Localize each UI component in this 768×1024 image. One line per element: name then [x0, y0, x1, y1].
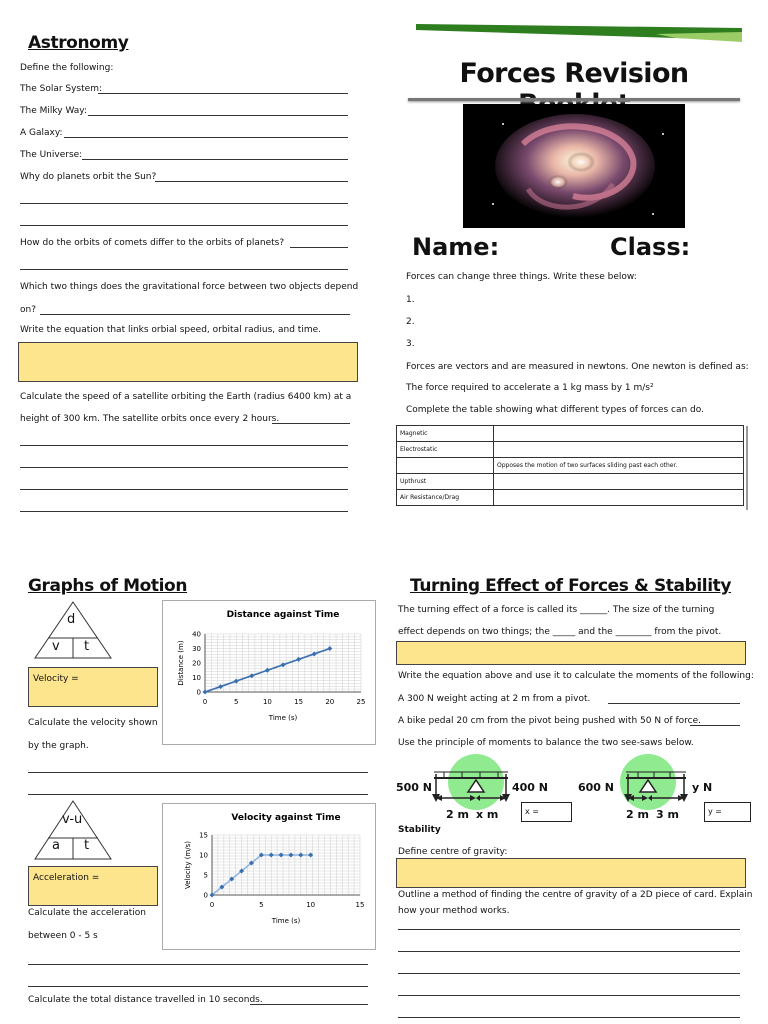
newton-definition: The force required to accelerate a 1 kg mass by 1 m/s² — [406, 383, 654, 393]
force-effect-cell[interactable] — [494, 426, 744, 442]
table-shadow — [746, 426, 748, 510]
vectors-text: Forces are vectors and are measured in newtons. One newton is defined as: — [406, 362, 749, 372]
solar-system-label: The Solar System: — [20, 84, 102, 94]
see-saw-2-right-force: y N — [692, 781, 713, 794]
class-label: Class: — [610, 233, 691, 261]
table-row — [397, 458, 744, 474]
data-point — [265, 668, 270, 673]
acceleration-formula-triangle — [34, 800, 112, 860]
y-tick-label: 5 — [203, 871, 208, 880]
x-axis-label: Time (s) — [268, 714, 298, 722]
see-saw-2-distance-1: 2 m — [626, 808, 649, 821]
define-cog-instruction: Define centre of gravity: — [398, 847, 508, 857]
table-row — [397, 490, 744, 506]
answer-line[interactable] — [20, 225, 348, 226]
y-axis-label: Velocity (m/s) — [184, 841, 192, 889]
weight-question: A 300 N weight acting at 2 m from a pivot. — [398, 694, 591, 704]
answer-line[interactable] — [398, 973, 740, 974]
see-saw-2-left-force: 600 N — [578, 781, 614, 794]
velocity-chart-frame — [162, 803, 376, 950]
data-point — [218, 684, 223, 689]
triangle-top-label: v-u — [62, 812, 83, 827]
galaxy-label: A Galaxy: — [20, 128, 63, 138]
answer-line[interactable] — [98, 93, 348, 94]
distance-formula-triangle — [34, 601, 112, 659]
answer-line[interactable] — [20, 445, 348, 446]
forces-intro: Forces can change three things. Write these below: — [406, 272, 637, 282]
force-name-cell: Upthrust — [397, 474, 494, 490]
velocity-answer-box[interactable] — [28, 667, 158, 707]
x-answer-box[interactable]: x = — [521, 802, 572, 822]
answer-line[interactable] — [20, 511, 348, 512]
x-tick-label: 15 — [355, 901, 365, 909]
forces-table — [396, 425, 744, 506]
gravity-question-cont: on? — [20, 305, 36, 315]
table-row — [397, 426, 744, 442]
x-tick-label: 0 — [202, 698, 208, 706]
answer-line[interactable] — [398, 995, 740, 996]
item-number-2: 2. — [406, 317, 415, 327]
satellite-question-cont: height of 300 km. The satellite orbits once every 2 hours. — [20, 414, 280, 424]
data-point — [312, 651, 317, 656]
x-tick-label: 20 — [325, 698, 335, 706]
force-name-cell[interactable] — [397, 458, 494, 474]
table-row — [397, 474, 744, 490]
x-tick-label: 15 — [294, 698, 304, 706]
gravity-question: Which two things does the gravitational force between two objects depend — [20, 282, 359, 292]
x-tick-label: 10 — [306, 901, 316, 909]
green-banner — [416, 24, 742, 44]
answer-line[interactable] — [28, 772, 368, 773]
title-underline — [408, 98, 740, 101]
moment-equation-box[interactable] — [396, 641, 746, 665]
total-distance-question: Calculate the total distance travelled in 10 seconds. — [28, 995, 263, 1005]
y-tick-label: 0 — [203, 891, 208, 900]
comets-question: How do the orbits of comets differ to the orbits of planets? — [20, 238, 285, 248]
booklet-title: Forces Revision — [459, 58, 689, 89]
answer-line[interactable] — [64, 137, 348, 138]
triangle-top-label: d — [67, 612, 76, 627]
cog-definition-box[interactable] — [396, 858, 746, 888]
triangle-left-label: v — [52, 639, 60, 654]
turning-heading: Turning Effect of Forces & Stability — [410, 576, 732, 596]
answer-line[interactable] — [82, 159, 348, 160]
x-tick-label: 5 — [233, 698, 239, 706]
name-label: Name: — [412, 233, 500, 261]
equation-answer-box[interactable] — [18, 342, 358, 382]
distance-time-chart — [163, 601, 375, 744]
answer-line[interactable] — [20, 269, 348, 270]
answer-line[interactable] — [250, 1004, 368, 1005]
force-name-cell: Electrostatic — [397, 442, 494, 458]
y-tick-label: 10 — [192, 674, 201, 682]
y-tick-label: 10 — [199, 851, 208, 860]
answer-line[interactable] — [272, 423, 350, 424]
x-tick-label: 5 — [259, 901, 264, 909]
force-name-cell: Magnetic — [397, 426, 494, 442]
velocity-label: Velocity = — [33, 674, 79, 684]
turning-text-3: Write the equation above and use it to calculate the moments of the following: — [398, 671, 754, 681]
see-saw-1-distance-2: x m — [476, 808, 499, 821]
see-saw-instruction: Use the principle of moments to balance the two see-saws below. — [398, 738, 694, 748]
answer-line[interactable] — [28, 794, 368, 795]
answer-line[interactable] — [28, 964, 368, 965]
calc-accel-text-cont: between 0 - 5 s — [28, 931, 98, 941]
chart-title: Velocity against Time — [231, 813, 341, 823]
calc-accel-text: Calculate the acceleration — [28, 908, 146, 918]
turning-text-1: The turning effect of a force is called its ______. The size of the turning — [398, 605, 715, 615]
define-instruction: Define the following: — [20, 63, 114, 73]
force-effect-cell[interactable] — [494, 490, 744, 506]
astronomy-heading: Astronomy — [28, 33, 129, 53]
outline-question: Outline a method of finding the centre of gravity of a 2D piece of card. Explain — [398, 890, 753, 900]
x-tick-label: 0 — [209, 901, 215, 909]
force-effect-cell[interactable] — [494, 442, 744, 458]
equation-instruction: Write the equation that links orbial speed, orbital radius, and time. — [20, 325, 321, 335]
y-tick-label: 15 — [199, 831, 208, 840]
universe-label: The Universe: — [20, 150, 83, 160]
distance-chart-frame — [162, 600, 376, 745]
answer-line[interactable] — [40, 314, 350, 315]
answer-line[interactable] — [28, 986, 368, 987]
satellite-question: Calculate the speed of a satellite orbiting the Earth (radius 6400 km) at a — [20, 392, 352, 402]
see-saw-1-right-force: 400 N — [512, 781, 548, 794]
bike-pedal-question: A bike pedal 20 cm from the pivot being pushed with 50 N of force. — [398, 716, 701, 726]
y-tick-label: 0 — [196, 688, 201, 697]
answer-line[interactable] — [155, 181, 348, 182]
velocity-time-chart — [163, 804, 375, 949]
x-tick-label: 10 — [262, 698, 272, 706]
milky-way-label: The Milky Way: — [20, 106, 87, 116]
y-tick-label: 20 — [192, 659, 201, 668]
stability-subheading: Stability — [398, 825, 441, 835]
motion-heading: Graphs of Motion — [28, 576, 188, 596]
answer-line[interactable] — [20, 203, 348, 204]
data-point — [234, 679, 239, 684]
force-name-cell: Air Resistance/Drag — [397, 490, 494, 506]
why-orbit-question: Why do planets orbit the Sun? — [20, 172, 157, 182]
table-instruction: Complete the table showing what different types of forces can do. — [406, 405, 704, 415]
chart-title: Distance against Time — [226, 610, 340, 620]
data-point — [327, 646, 332, 651]
data-point — [296, 657, 301, 662]
x-tick-label: 25 — [356, 698, 366, 706]
force-effect-cell: Opposes the motion of two surfaces sliding past each other. — [494, 458, 744, 474]
item-number-3: 3. — [406, 339, 415, 349]
triangle-left-label: a — [52, 838, 60, 853]
force-effect-cell[interactable] — [494, 474, 744, 490]
outline-question-cont: how your method works. — [398, 906, 510, 916]
see-saw-2-distance-2: 3 m — [656, 808, 679, 821]
answer-line[interactable] — [290, 247, 348, 248]
item-number-1: 1. — [406, 295, 415, 305]
triangle-right-label: t — [84, 639, 90, 654]
data-point — [203, 690, 208, 695]
y-tick-label: 40 — [192, 630, 201, 639]
y-answer-box[interactable]: y = — [704, 802, 751, 822]
acceleration-answer-box[interactable] — [28, 866, 158, 906]
answer-line[interactable] — [20, 489, 348, 490]
galaxy-image — [463, 104, 685, 228]
acceleration-label: Acceleration = — [33, 873, 100, 883]
y-axis-label: Distance (m) — [177, 640, 185, 686]
answer-line[interactable] — [690, 725, 740, 726]
y-tick-label: 30 — [192, 645, 201, 653]
answer-line[interactable] — [88, 115, 348, 116]
see-saw-1-left-force: 500 N — [396, 781, 432, 794]
turning-text-2: effect depends on two things; the _____ and the ________ from the pivot. — [398, 627, 722, 637]
answer-line[interactable] — [398, 1017, 740, 1018]
answer-line[interactable] — [608, 703, 740, 704]
calc-velocity-text-cont: by the graph. — [28, 741, 89, 751]
x-axis-label: Time (s) — [271, 917, 301, 925]
answer-line[interactable] — [20, 467, 348, 468]
table-row — [397, 442, 744, 458]
answer-line[interactable] — [398, 951, 740, 952]
triangle-right-label: t — [84, 838, 90, 853]
see-saw-1-distance-1: 2 m — [446, 808, 469, 821]
answer-line[interactable] — [398, 929, 740, 930]
calc-velocity-text: Calculate the velocity shown — [28, 718, 158, 728]
